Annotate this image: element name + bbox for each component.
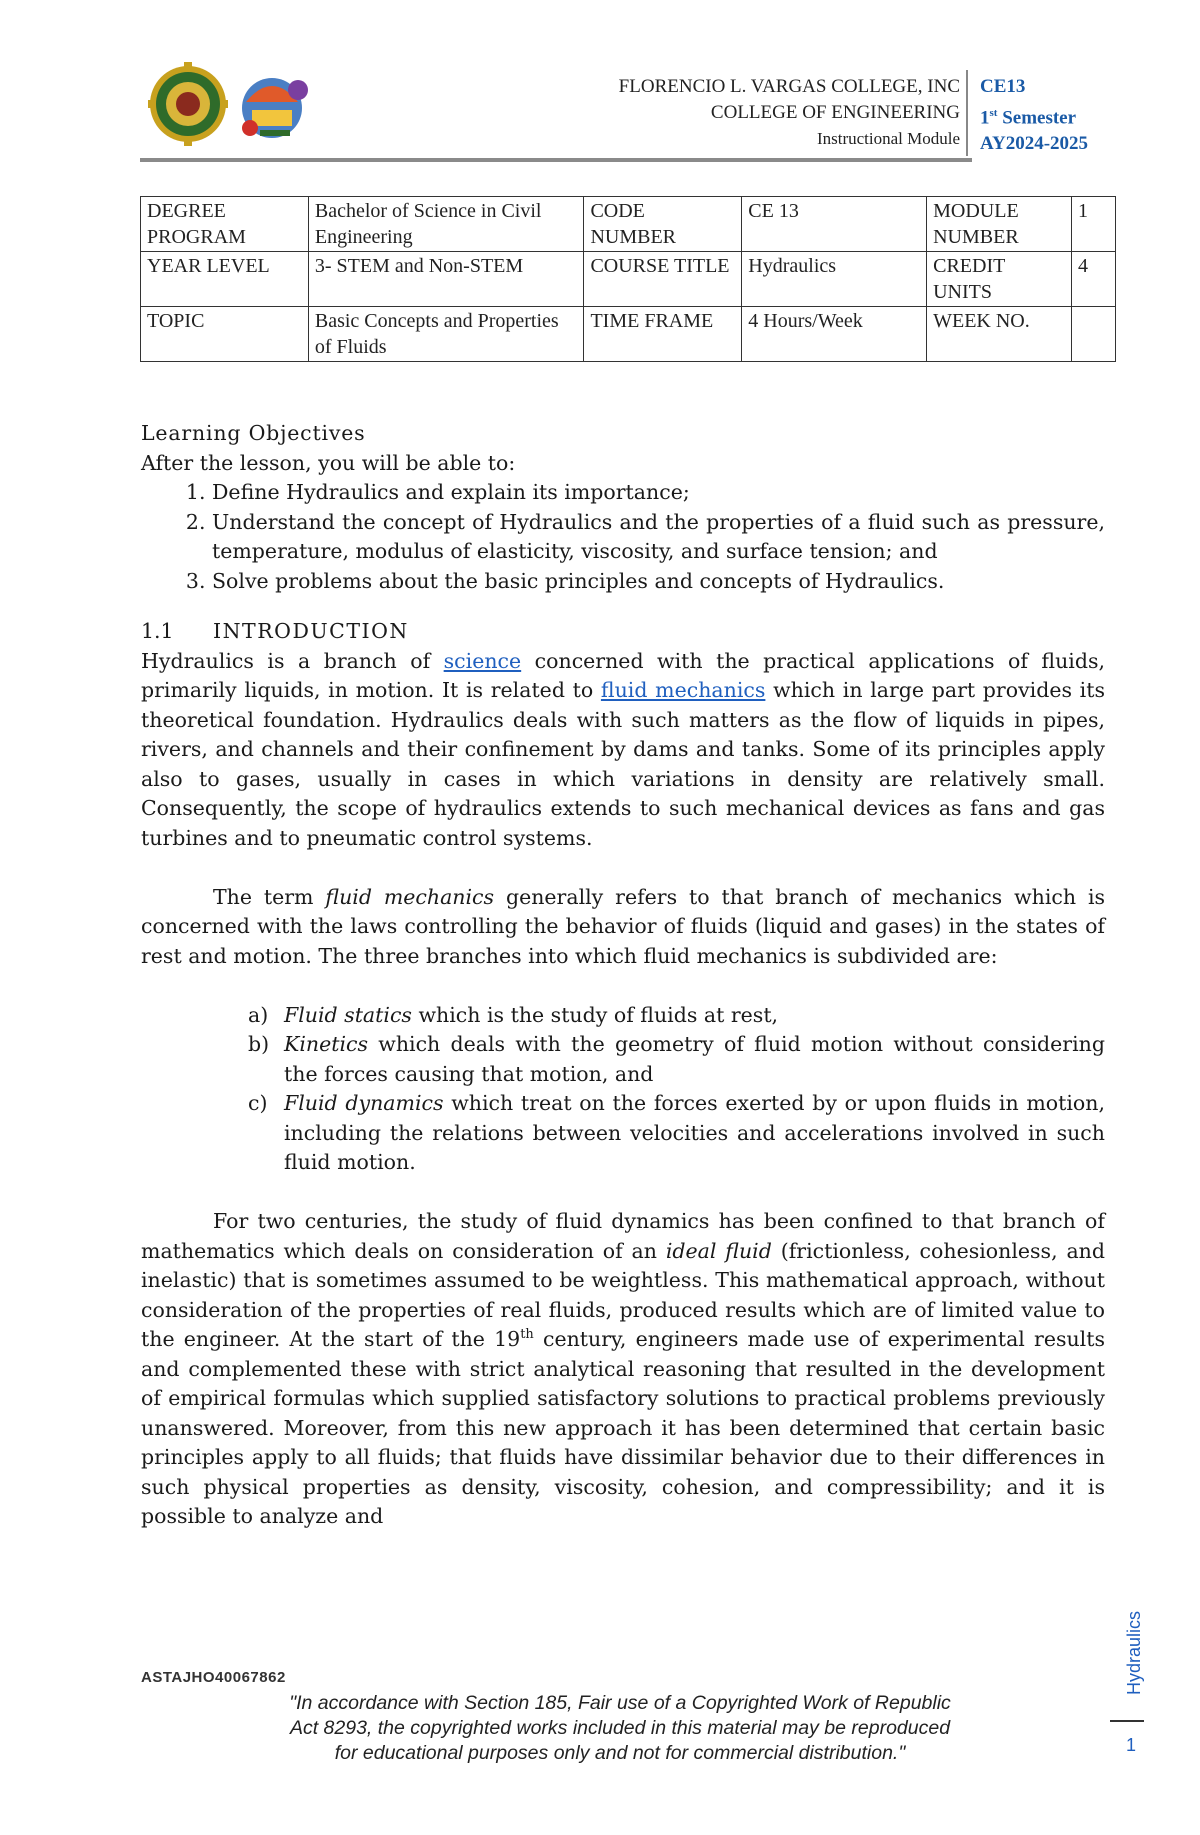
table-cell: WEEK NO.: [927, 307, 1072, 362]
table-cell: CODE NUMBER: [584, 197, 742, 252]
college-name: FLORENCIO L. VARGAS COLLEGE, INC: [618, 76, 960, 97]
science-link[interactable]: science: [443, 648, 522, 673]
table-cell: CE 13: [742, 197, 927, 252]
table-row: [141, 197, 1116, 252]
academic-year: AY2024-2025: [980, 133, 1089, 155]
section-heading: 1.1 INTRODUCTION: [141, 619, 409, 643]
table-cell: 4: [1071, 252, 1115, 307]
intro-paragraph-3: For two centuries, the study of fluid dynamics has been confined to that branch of mathematics which deals on consideration of an ideal fluid (frictionless, cohesionless, and inelastic) that is sometimes assumed to be weightless. This mathematical approach, without consideration of the properties of real fluids, produced results which are of limited value to the engineer. At the start of the 19th century, engineers made use of experimental results and complemented these with strict analytical reasoning that resulted in the development of empirical formulas which supplied satisfactory solutions to practical problems previously unanswered. Moreover, from this new approach it has been determined that certain basic principles apply to all fluids; that fluids have dissimilar behavior due to their differences in such physical properties as density, viscosity, cohesion, and compressibility; and it is possible to analyze and: [141, 1209, 1105, 1528]
objectives-list: [141, 478, 1105, 596]
table-cell: DEGREE PROGRAM: [141, 197, 309, 252]
header-divider: [966, 70, 968, 156]
module-info-table: [140, 196, 1116, 362]
module-type: Instructional Module: [816, 129, 960, 148]
table-cell: YEAR LEVEL: [141, 252, 309, 307]
paragraph-gap: [141, 1178, 1105, 1208]
table-row: [141, 307, 1116, 362]
list-item: 1. Define Hydraulics and explain its importance;: [212, 478, 1105, 508]
header-rule: [140, 158, 972, 162]
semester: 1st Semester: [980, 107, 1077, 129]
side-rule: [1110, 1720, 1144, 1722]
table-cell: 4 Hours/Week: [742, 307, 927, 362]
list-item: b) Kinetics which deals with the geometry of fluid motion without considering the forces causing that motion, and: [248, 1032, 1105, 1086]
table-cell: 3- STEM and Non-STEM: [308, 252, 584, 307]
list-item: c) Fluid dynamics which treat on the forces exerted by or upon fluids in motion, including the relations between velocities and accelerations involved in such fluid motion.: [248, 1091, 1105, 1174]
table-row: [141, 252, 1116, 307]
page-number: 1: [1126, 1735, 1137, 1755]
list-item: 3. Solve problems about the basic principles and concepts of Hydraulics.: [212, 567, 1105, 597]
table-cell: TIME FRAME: [584, 307, 742, 362]
header-course-info: [980, 74, 1088, 157]
side-course-label: Hydraulics: [1124, 1610, 1144, 1695]
copyright-notice: "In accordance with Section 185, Fair use of a Copyrighted Work of Republic Act 8293, the copyrighted works included in this material may be reproduced for educational purposes only and not for commercial distribution.": [289, 1692, 951, 1764]
list-item: a) Fluid statics which is the study of fluids at rest,: [248, 1002, 779, 1027]
intro-paragraph-2: The term fluid mechanics generally refers to that branch of mechanics which is concerned with the laws controlling the behavior of fluids (liquid and gases) in the states of rest and motion. The three branches into which fluid mechanics is subdivided are:: [141, 884, 1106, 968]
table-cell: Bachelor of Science in Civil Engineering: [308, 197, 584, 252]
table-cell: CREDIT UNITS: [927, 252, 1072, 307]
objectives-intro: After the lesson, you will be able to:: [141, 450, 516, 475]
paragraph-gap: [141, 971, 1105, 1001]
table-cell: MODULE NUMBER: [927, 197, 1072, 252]
list-item: 2. Understand the concept of Hydraulics and the properties of a fluid such as pressure, temperature, modulus of elasticity, viscosity, and surface tension; and: [212, 508, 1105, 567]
table-cell: Basic Concepts and Properties of Fluids: [308, 307, 584, 362]
objectives-title: Learning Objectives: [141, 421, 366, 445]
table-cell: TOPIC: [141, 307, 309, 362]
header-college-info: [560, 74, 960, 152]
document-code: ASTAJHO40067862: [141, 1669, 286, 1686]
table-cell: [1071, 307, 1115, 362]
college-logos: [148, 62, 328, 146]
fluid-branches-list: [141, 1001, 1105, 1178]
module-content: [141, 419, 1105, 1532]
fluid-mechanics-link[interactable]: fluid mechanics: [600, 678, 766, 702]
table-cell: COURSE TITLE: [584, 252, 742, 307]
college-seal-icon: [148, 62, 328, 146]
table-cell: 1: [1071, 197, 1115, 252]
paragraph-gap: [141, 853, 1105, 883]
intro-paragraph-1: Hydraulics is a branch of science concerned with the practical applications of fluids, primarily liquids, in motion. It is related to fluid mechanics which in large part provides its theoretical foundation. Hydraulics deals with such matters as the flow of liquids in pipes, rivers, and channels and their confinement by dams and tanks. Some of its principles apply also to gases, usually in cases in which variations in density are relatively small. Consequently, the scope of hydraulics extends to such mechanical devices as fans and gas turbines and to pneumatic control systems.: [141, 648, 1105, 850]
course-code: CE13: [980, 76, 1026, 97]
table-cell: Hydraulics: [742, 252, 927, 307]
department-name: COLLEGE OF ENGINEERING: [710, 102, 960, 123]
